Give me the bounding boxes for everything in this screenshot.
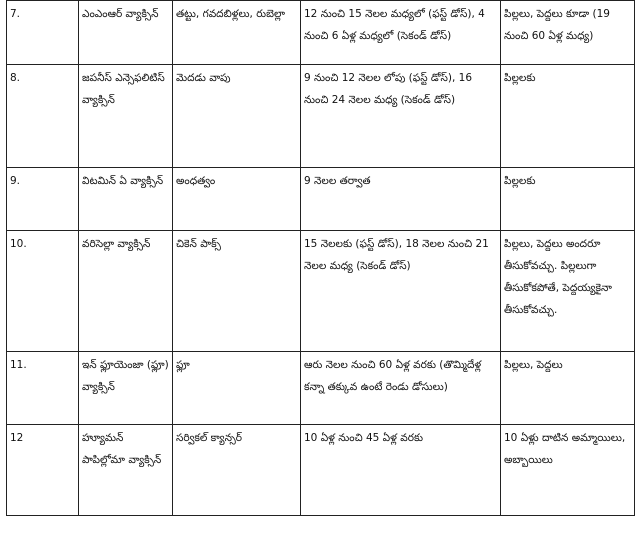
table-row: [7, 168, 635, 231]
disease-cell: [173, 231, 301, 352]
disease-name: తట్టు, గవదబిళ్లలు, రుబెల్లా: [176, 8, 285, 20]
dose-schedule: 9 నుంచి 12 నెలల లోపు (ఫస్ట్ డోస్), 16 నుంచి 24 నెలల మధ్య (సెకండ్ డోస్): [304, 72, 473, 106]
recipients-cell: [501, 65, 635, 168]
disease-name: అంధత్వం: [176, 175, 216, 187]
recipients-cell: [501, 425, 635, 516]
disease-cell: [173, 352, 301, 425]
dose-schedule: 15 నెలలకు (ఫస్ట్ డోస్), 18 నెలల నుంచి 21 నెలల మధ్య (సెకండ్ డోస్): [304, 238, 489, 272]
dose-schedule: 9 నెలల తర్వాత: [304, 175, 371, 187]
disease-cell: [173, 65, 301, 168]
recipients-cell: [501, 231, 635, 352]
recipients: పిల్లలు, పెద్దలు అందరూ తీసుకోవచ్చు. పిల్లలుగా తీసుకోకపోతే, పెద్దయ్యకైనా తీసుకోవచ్చు.: [504, 238, 612, 316]
disease-name: చికెన్ పాక్స్: [176, 238, 221, 250]
vaccine-name-cell: [79, 168, 173, 231]
table-row: [7, 231, 635, 352]
row-number: 7.: [10, 8, 21, 20]
vaccine-name-cell: [79, 425, 173, 516]
table-row: [7, 352, 635, 425]
row-number: 8.: [10, 72, 21, 84]
disease-name: మెదడు వాపు: [176, 72, 231, 84]
vaccine-schedule-table: [6, 0, 635, 516]
disease-cell: [173, 1, 301, 65]
row-number: 9.: [10, 175, 21, 187]
disease-name: సర్వికల్ క్యాన్సర్: [176, 432, 242, 444]
vaccine-name: ఎంఎంఆర్ వ్యాక్సిన్: [82, 8, 159, 20]
dose-schedule: 12 నుంచి 15 నెలల మధ్యలో (ఫస్ట్ డోస్), 4 నుంచి 6 ఏళ్ల మధ్యలో (సెకండ్ డోస్): [304, 8, 485, 42]
document-page: [6, 0, 634, 516]
vaccine-name: విటమిన్ ఏ వ్యాక్సిన్: [82, 175, 164, 187]
vaccine-name: వరిసెల్లా వ్యాక్సిన్: [82, 238, 151, 250]
dose-schedule-cell: [301, 168, 501, 231]
row-number: 10.: [10, 238, 27, 250]
vaccine-name: హ్యూమన్ పాపిల్లోమా వ్యాక్సిన్: [82, 432, 162, 466]
vaccine-name-cell: [79, 65, 173, 168]
disease-name: ఫ్లూ: [176, 359, 190, 371]
table-row: [7, 1, 635, 65]
row-number-cell: [7, 65, 79, 168]
vaccine-name-cell: [79, 352, 173, 425]
dose-schedule-cell: [301, 231, 501, 352]
recipients: 10 ఏళ్లు దాటిన అమ్మాయిలు, అబ్బాయిలు: [504, 432, 626, 466]
vaccine-name-cell: [79, 1, 173, 65]
recipients: పిల్లలు, పెద్దలు: [504, 359, 563, 371]
row-number: 12: [10, 432, 24, 444]
dose-schedule-cell: [301, 65, 501, 168]
recipients-cell: [501, 1, 635, 65]
dose-schedule-cell: [301, 352, 501, 425]
row-number-cell: [7, 168, 79, 231]
disease-cell: [173, 168, 301, 231]
dose-schedule: ఆరు నెలల నుంచి 60 ఏళ్ల వరకు (తొమ్మిదేళ్ల కన్నా తక్కువ ఉంటే రెండు డోసులు): [304, 359, 482, 393]
row-number-cell: [7, 231, 79, 352]
table-row: [7, 65, 635, 168]
disease-cell: [173, 425, 301, 516]
recipients: పిల్లలకు: [504, 175, 536, 187]
recipients: పిల్లలకు: [504, 72, 536, 84]
dose-schedule-cell: [301, 425, 501, 516]
recipients-cell: [501, 168, 635, 231]
vaccine-name: ఇన్ ఫ్లూయెంజా (ఫ్లూ) వ్యాక్సిన్: [82, 359, 169, 393]
table-row: [7, 425, 635, 516]
row-number-cell: [7, 352, 79, 425]
recipients: పిల్లలు, పెద్దలు కూడా (19 నుంచి 60 ఏళ్ల మధ్య): [504, 8, 610, 42]
dose-schedule-cell: [301, 1, 501, 65]
vaccine-name: జపనీస్ ఎన్సెఫలిటిస్ వ్యాక్సిన్: [82, 72, 165, 106]
dose-schedule: 10 ఏళ్ల నుంచి 45 ఏళ్ల వరకు: [304, 432, 424, 444]
row-number: 11.: [10, 359, 27, 371]
row-number-cell: [7, 1, 79, 65]
vaccine-name-cell: [79, 231, 173, 352]
recipients-cell: [501, 352, 635, 425]
row-number-cell: [7, 425, 79, 516]
